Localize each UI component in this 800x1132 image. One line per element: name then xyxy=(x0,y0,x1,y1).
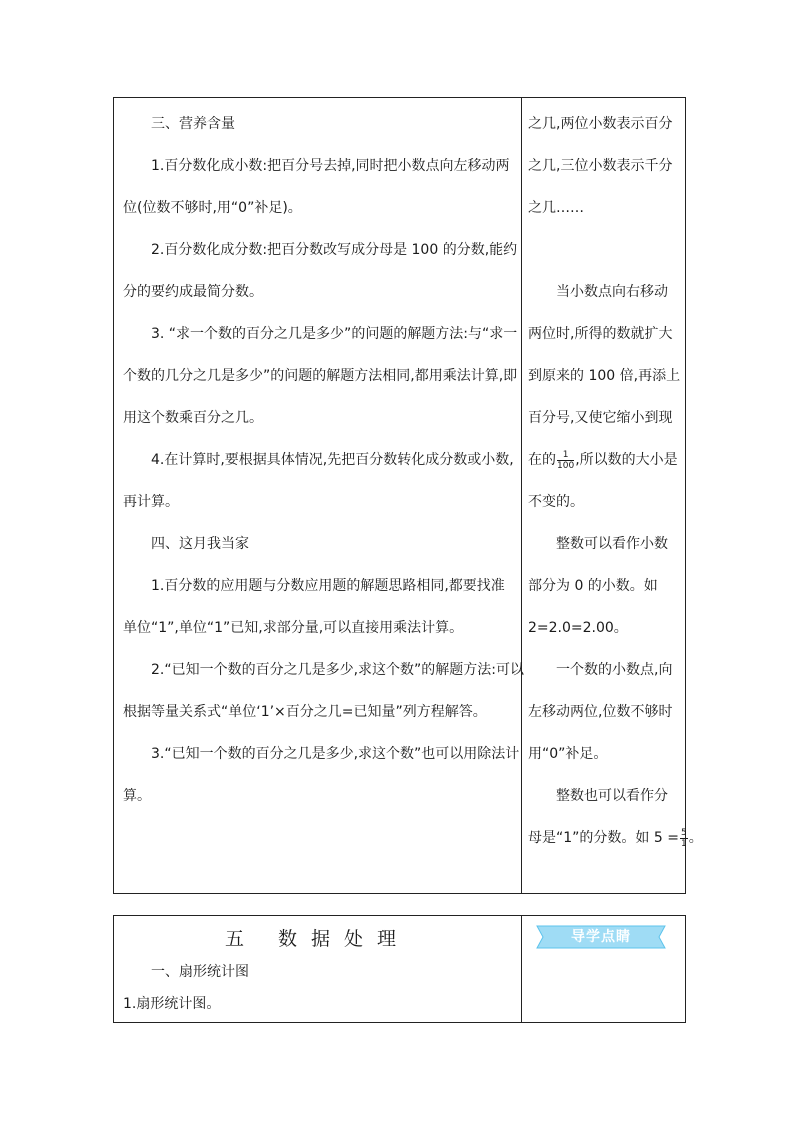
note-line: 1.百分数化成小数:把百分号去掉,同时把小数点向左移动两 xyxy=(151,158,510,174)
spacer xyxy=(528,229,678,271)
column-divider xyxy=(521,916,522,1022)
fraction-five-over-one xyxy=(680,828,688,849)
side-note-text: 在的 xyxy=(528,452,556,468)
note-line: 再计算。 xyxy=(123,494,179,510)
note-line: 单位“1”,单位“1”已知,求部分量,可以直接用乘法计算。 xyxy=(123,620,464,636)
note-line: 位(位数不够时,用“0”补足)。 xyxy=(123,200,302,216)
note-line: 3. “求一个数的百分之几是多少”的问题的解题方法:与“求一 xyxy=(151,326,518,342)
side-note-line: 之几,三位小数表示千分 xyxy=(528,158,673,174)
side-note-line: 用“0”补足。 xyxy=(528,746,608,762)
side-note-line: 到原来的 100 倍,再添上 xyxy=(528,368,681,384)
subsection-heading: 一、扇形统计图 xyxy=(151,964,249,980)
side-note-text: 母是“1”的分数。如 5 = xyxy=(528,830,679,846)
side-note-line: 两位时,所得的数就扩大 xyxy=(528,326,673,342)
note-line: 2.“已知一个数的百分之几是多少,求这个数”的解题方法:可以 xyxy=(151,662,525,678)
fraction-denominator: 1 xyxy=(680,838,687,849)
fraction-denominator: 100 xyxy=(557,460,575,471)
side-note-text: 。 xyxy=(688,830,703,846)
note-line: 2.百分数化成分数:把百分数改写成分母是 100 的分数,能约 xyxy=(151,242,518,258)
side-note-line-fraction xyxy=(528,439,678,481)
badge-label: 导学点睛 xyxy=(571,929,631,945)
side-note-line: 之几,两位小数表示百分 xyxy=(528,116,673,132)
side-note-line: 不变的。 xyxy=(528,494,584,510)
subsection-item: 1.扇形统计图。 xyxy=(123,996,221,1012)
side-note-line: 左移动两位,位数不够时 xyxy=(528,704,673,720)
note-line: 四、这月我当家 xyxy=(151,536,249,552)
fraction-numerator: 1 xyxy=(557,450,574,461)
guide-badge xyxy=(531,924,671,950)
side-note-line: 整数可以看作小数 xyxy=(556,536,668,552)
fraction-numerator: 5 xyxy=(680,827,687,838)
side-note-line: 一个数的小数点,向 xyxy=(556,662,673,678)
note-line: 算。 xyxy=(123,788,151,804)
note-line: 用这个数乘百分之几。 xyxy=(123,410,263,426)
main-notes-column xyxy=(123,103,525,817)
note-line: 根据等量关系式“单位‘1’×百分之几=已知量”列方程解答。 xyxy=(123,704,487,720)
column-divider xyxy=(521,98,522,893)
side-note-line-fraction xyxy=(528,817,703,859)
notes-table-2 xyxy=(113,915,686,1023)
note-line: 三、营养含量 xyxy=(151,116,235,132)
note-line: 个数的几分之几是多少”的问题的解题方法相同,都用乘法计算,即 xyxy=(123,368,518,384)
side-note-line: 之几…… xyxy=(528,200,584,216)
note-line: 分的要约成最简分数。 xyxy=(123,284,263,300)
notes-table-1 xyxy=(113,97,703,894)
note-line: 3.“已知一个数的百分之几是多少,求这个数”也可以用除法计 xyxy=(151,746,520,762)
side-note-line: 当小数点向右移动 xyxy=(556,284,668,300)
side-note-line: 部分为 0 的小数。如 xyxy=(528,578,658,594)
side-note-line: 整数也可以看作分 xyxy=(556,788,668,804)
side-notes-column xyxy=(528,103,703,859)
side-note-text: ,所以数的大小是 xyxy=(575,452,678,468)
section-title: 五 数据处理 xyxy=(224,928,411,950)
side-note-line: 百分号,又使它缩小到现 xyxy=(528,410,673,426)
side-note-line: 2=2.0=2.00。 xyxy=(528,620,628,636)
fraction-one-hundredth xyxy=(557,450,574,471)
note-line: 4.在计算时,要根据具体情况,先把百分数转化成分数或小数, xyxy=(151,452,514,468)
note-line: 1.百分数的应用题与分数应用题的解题思路相同,都要找准 xyxy=(151,578,505,594)
